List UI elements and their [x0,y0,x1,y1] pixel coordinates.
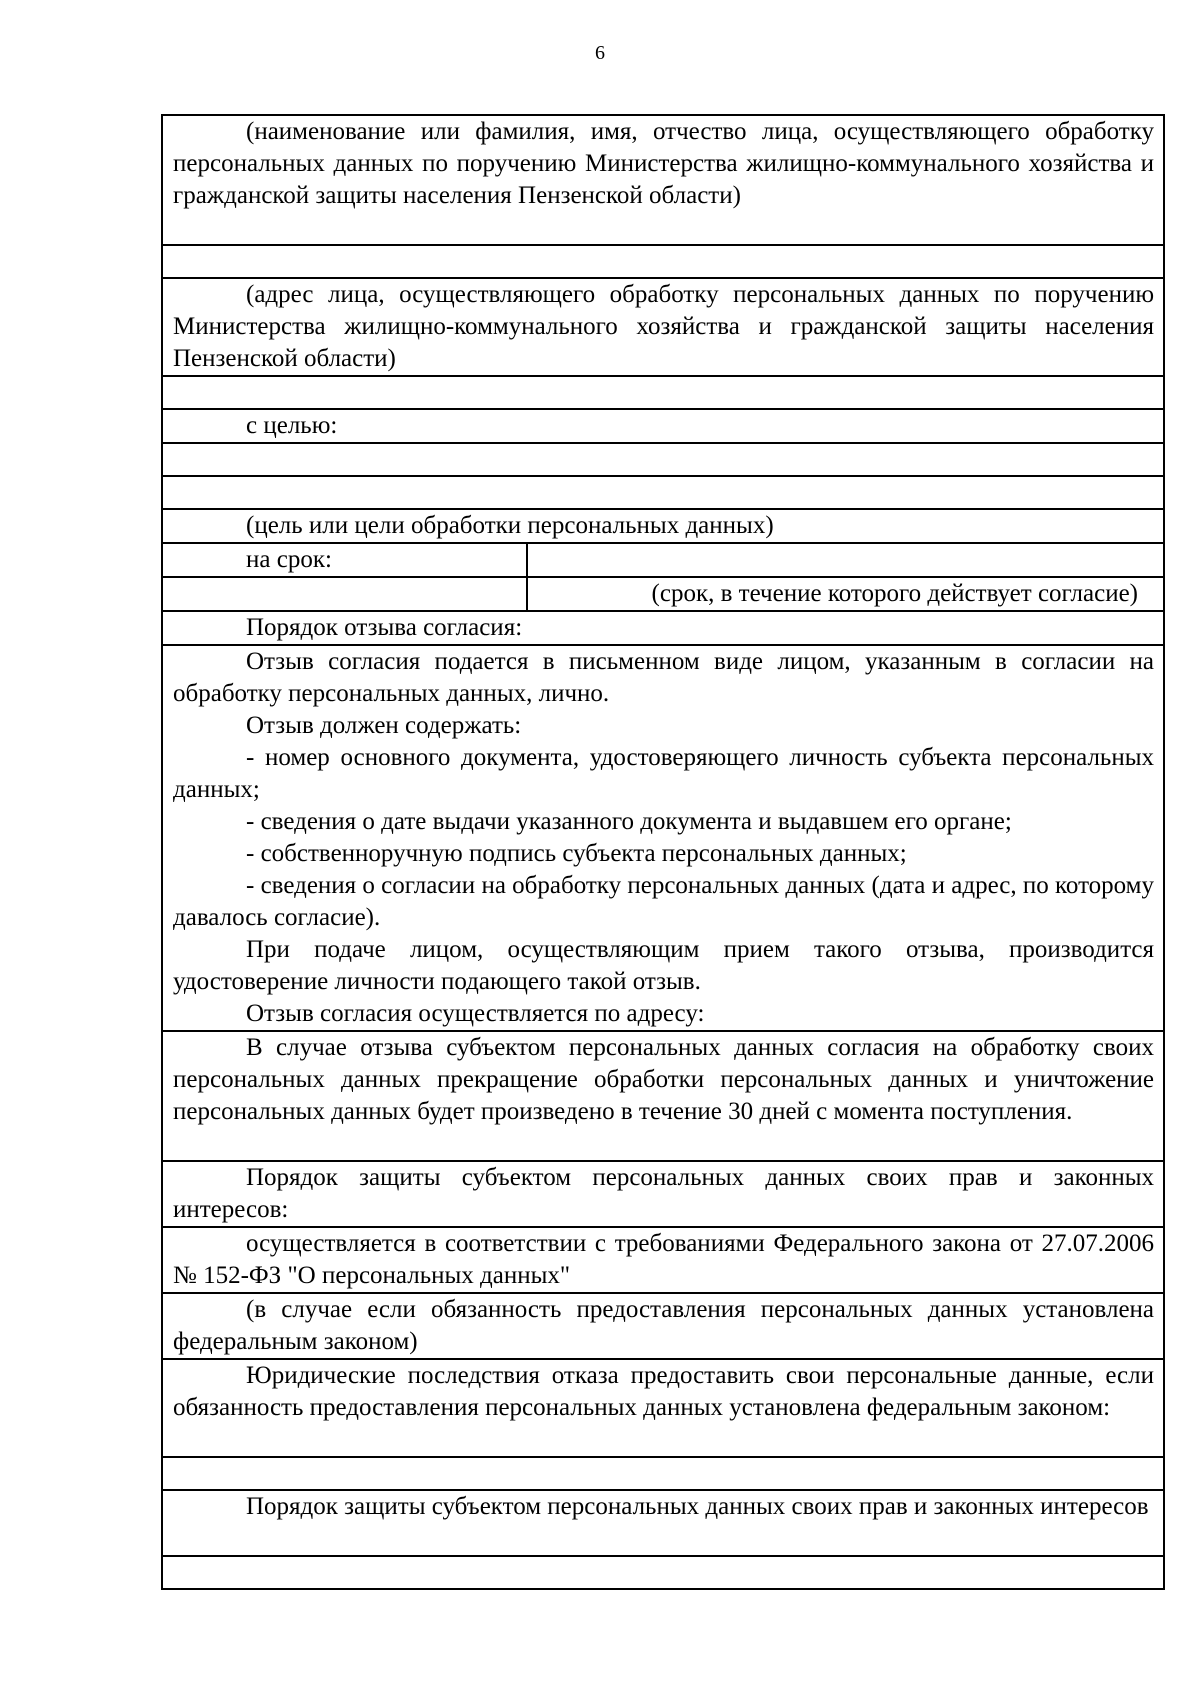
rights-protection-text-cell [162,1227,1164,1293]
rights-protection-text: осуществляется в соответствии с требованиями Федерального закона от 27.07.2006 № 152-ФЗ "О персональных данных" [173,1230,1155,1289]
term-caption-left-cell [162,577,527,611]
refusal-consequences-field[interactable] [162,1457,1164,1490]
refusal-consequences-label: Юридические последствия отказа предоставить свои персональные данные, если обязанность предоставления персональных данных установлена федеральным законом: [173,1362,1155,1421]
purpose-field-2[interactable] [162,476,1164,509]
mandatory-note: (в случае если обязанность предоставления персональных данных установлена федеральным законом) [173,1296,1155,1355]
consent-form-table [161,114,1165,1590]
withdrawal-rule-3: - номер основного документа, удостоверяющего личность субъекта персональных данных; [173,744,1155,803]
rights-protection-label-2: Порядок защиты субъектом персональных данных своих прав и законных интересов [246,1493,1149,1520]
rights-protection-label-2-cell [162,1490,1164,1556]
rights-protection-label: Порядок защиты субъектом персональных данных своих прав и законных интересов: [173,1164,1155,1223]
table-row [162,1293,1164,1359]
term-caption-cell [527,577,1164,611]
withdrawal-rule-1: Отзыв согласия подается в письменном виде лицом, указанным в согласии на обработку персональных данных, лично. [173,648,1155,707]
page-number: 6 [595,42,605,64]
purpose-caption-cell [162,509,1164,543]
mandatory-note-cell [162,1293,1164,1359]
table-row [162,1161,1164,1227]
purpose-caption: (цель или цели обработки персональных данных) [246,512,774,539]
table-row [162,476,1164,509]
table-row [162,577,1164,611]
refusal-consequences-label-cell [162,1359,1164,1457]
table-row [162,1457,1164,1490]
table-row [162,115,1164,245]
rights-protection-label-cell [162,1161,1164,1227]
term-caption: (срок, в течение которого действует согласие) [651,580,1139,607]
table-row [162,543,1164,577]
withdrawal-effect-text: В случае отзыва субъектом персональных данных согласия на обработку своих персональных данных прекращение обработки персональных данных и уничтожение персональных данных будет произведено в течение 30 дней с момента поступления. [173,1034,1155,1125]
term-field[interactable] [527,543,1164,577]
table-row [162,1359,1164,1457]
processor-address-field[interactable] [162,376,1164,409]
purpose-label: с целью: [246,412,338,439]
table-row [162,1031,1164,1161]
table-row [162,645,1164,1031]
processor-name-caption: (наименование или фамилия, имя, отчество лица, осуществляющего обработку персональных данных по поручению Министерства жилищно-коммунального хозяйства и гражданской защиты населения Пензенской области) [173,118,1155,209]
processor-address-caption-cell [162,278,1164,376]
table-row [162,278,1164,376]
rights-protection-field[interactable] [162,1556,1164,1589]
table-row [162,611,1164,645]
withdrawal-order-label: Порядок отзыва согласия: [246,614,523,641]
term-label: на срок: [246,546,332,573]
withdrawal-rule-5: - собственноручную подпись субъекта персональных данных; [246,840,907,867]
table-row [162,245,1164,278]
table-row [162,1556,1164,1589]
withdrawal-rule-6: - сведения о согласии на обработку персональных данных (дата и адрес, по которому давалось согласие). [173,872,1155,931]
table-row [162,376,1164,409]
table-row [162,1227,1164,1293]
table-row [162,409,1164,443]
withdrawal-effect-cell [162,1031,1164,1161]
processor-name-caption-cell [162,115,1164,245]
processor-name-field[interactable] [162,245,1164,278]
withdrawal-rule-4: - сведения о дате выдачи указанного документа и выдавшем его органе; [246,808,1012,835]
table-row [162,443,1164,476]
table-row [162,509,1164,543]
term-label-cell [162,543,527,577]
processor-address-caption: (адрес лица, осуществляющего обработку персональных данных по поручению Министерства жилищно-коммунального хозяйства и гражданской защиты населения Пензенской области) [173,281,1155,372]
withdrawal-order-label-cell [162,611,1164,645]
purpose-label-cell [162,409,1164,443]
withdrawal-rule-2: Отзыв должен содержать: [246,712,522,739]
purpose-field-1[interactable] [162,443,1164,476]
withdrawal-rule-7: При подаче лицом, осуществляющим прием такого отзыва, производится удостоверение личности подающего такой отзыв. [173,936,1155,995]
withdrawal-rule-8: Отзыв согласия осуществляется по адресу: [246,1000,705,1027]
withdrawal-rules-cell [162,645,1164,1031]
table-row [162,1490,1164,1556]
